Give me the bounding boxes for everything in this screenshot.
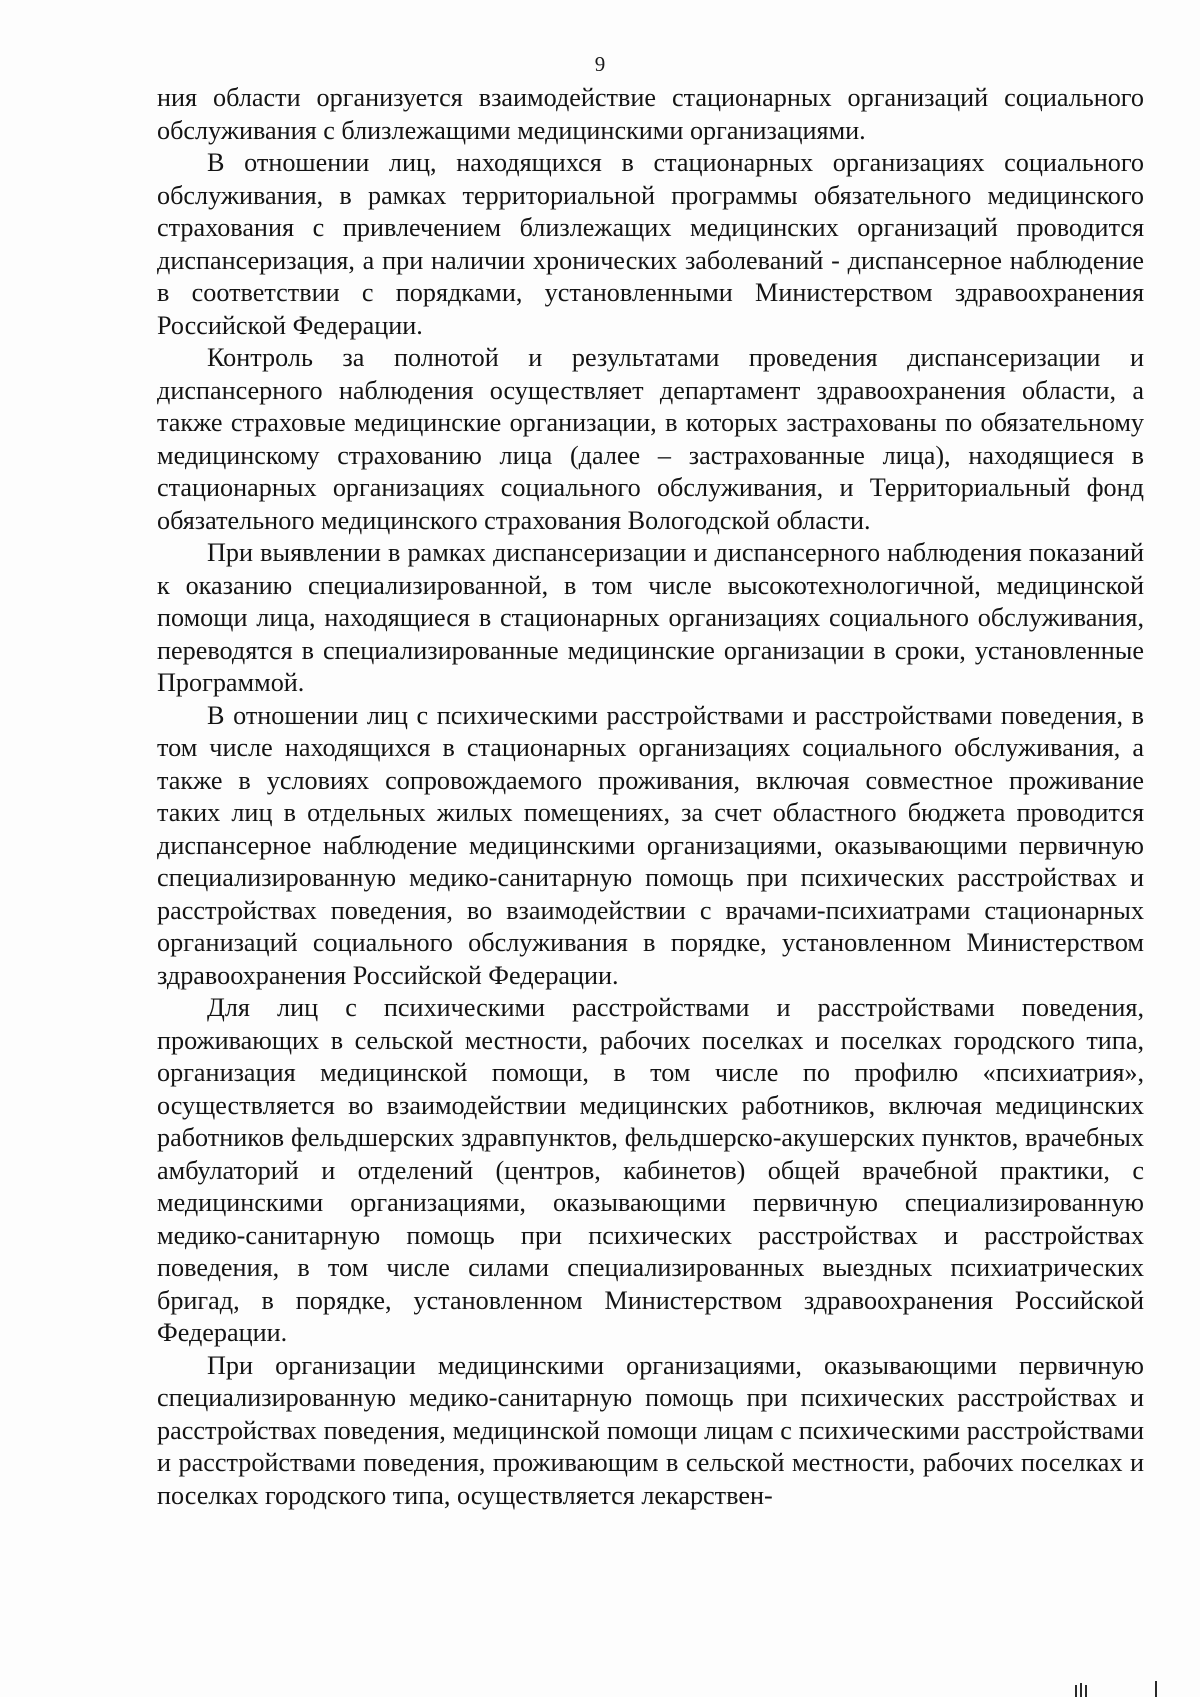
paragraph-dispanserization: В отношении лиц, находящихся в стационарных организациях социального обслуживания, в рамках территориальной программы обязательного медицинского страхования с привлечением близлежащих медицинских организаций проводится диспансеризация, а при наличии хронических заболеваний - диспансерное наблюдение в соответствии с порядками, установленными Министерством здравоохранения Российской Федерации. (157, 148, 1144, 340)
scan-mark (1080, 1683, 1082, 1697)
paragraph-mental-disorders: В отношении лиц с психическими расстройствами и расстройствами поведения, в том числе находящихся в стационарных организациях социального обслуживания, а также в условиях сопровождаемого проживания, включая совместное проживание таких лиц в отдельных жилых помещениях, за счет областного бюджета проводится диспансерное наблюдение медицинскими организациями, оказывающими первичную специализированную медико-санитарную помощь при психических расстройствах и расстройствах поведения, во взаимодействии с врачами-психиатрами стационарных организаций социального обслуживания в порядке, установленном Министерством здравоохранения Российской Федерации. (157, 700, 1144, 990)
page-number: 9 (594, 52, 606, 76)
scan-artifact-marks (1075, 1678, 1165, 1697)
paragraph-specialized-care: При выявлении в рамках диспансеризации и диспансерного наблюдения показаний к оказанию специализированной, в том числе высокотехнологичной, медицинской помощи лица, находящиеся в стационарных организациях социального обслуживания, переводятся в специализированные медицинские организации в сроки, установленные Программой. (157, 538, 1144, 697)
scan-mark (1155, 1681, 1157, 1697)
document-body (157, 82, 1144, 1512)
paragraph-medication-supply: При организации медицинскими организациями, оказывающими первичную специализированную медико-санитарную помощь при психических расстройствах и расстройствах поведения, медицинской помощи лицам с психическими расстройствами и расстройствами поведения, проживающим в сельской местности, рабочих поселках и поселках городского типа, осуществляется лекарствен- (157, 1350, 1144, 1510)
paragraph-control: Контроль за полнотой и результатами проведения диспансеризации и диспансерного наблюдения осуществляет департамент здравоохранения области, а также страховые медицинские организации, в которых застрахованы по обязательному медицинскому страхованию лица (далее – застрахованные лица), находящиеся в стационарных организациях социального обслуживания, и Территориальный фонд обязательного медицинского страхования Вологодской области. (157, 343, 1144, 535)
scan-mark (1075, 1685, 1077, 1697)
paragraph-continuation: ния области организуется взаимодействие стационарных организаций социального обслуживания с близлежащими медицинскими организациями. (157, 83, 1144, 145)
scan-mark (1085, 1685, 1087, 1697)
paragraph-rural-care: Для лиц с психическими расстройствами и расстройствами поведения, проживающих в сельской местности, рабочих поселках и поселках городского типа, организация медицинской помощи, в том числе по профилю «психиатрия», осуществляется во взаимодействии медицинских работников, включая медицинских работников фельдшерских здравпунктов, фельдшерско-акушерских пунктов, врачебных амбулаторий и отделений (центров, кабинетов) общей врачебной практики, с медицинскими организациями, оказывающими первичную специализированную медико-санитарную помощь при психических расстройствах и расстройствах поведения, в том числе силами специализированных выездных психиатрических бригад, в порядке, установленном Министерством здравоохранения Российской Федерации. (157, 993, 1144, 1347)
